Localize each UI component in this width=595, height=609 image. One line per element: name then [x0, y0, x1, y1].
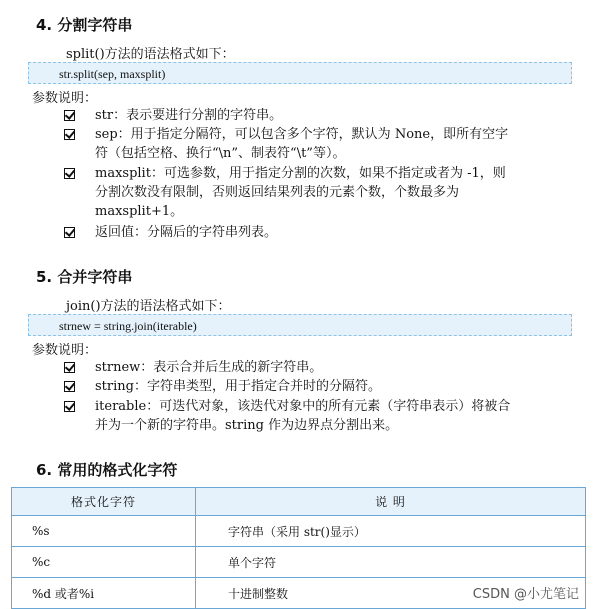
split-code-box: [28, 62, 572, 84]
table-header-row: [12, 488, 586, 516]
checkbox-icon: [64, 110, 75, 121]
split-param-item: [64, 223, 564, 242]
param-text-line: 并为一个新的字符串。string 作为边界点分割出来。: [95, 418, 399, 433]
join-params-label: 参数说明：: [32, 343, 98, 358]
join-code: strnew = string.join(iterable): [59, 319, 197, 333]
split-code: str.split(sep, maxsplit): [59, 67, 166, 81]
section-heading-split: 4. 分割字符串: [36, 16, 133, 34]
checkbox-icon: [64, 381, 75, 392]
checkbox-icon: [64, 227, 75, 238]
table-cell: 十进制整数: [196, 578, 586, 609]
param-text-line: maxsplit+1。: [95, 204, 184, 219]
split-param-item: [64, 106, 564, 125]
table-row: [12, 547, 586, 578]
checkbox-icon: [64, 129, 75, 140]
param-text: string：字符串类型，用于指定合并时的分隔符。: [95, 379, 381, 394]
table-cell: %d 或者%i: [12, 578, 196, 609]
param-text-line: maxsplit：可选参数，用于指定分割的次数，如果不指定或者为 -1，则: [95, 166, 506, 181]
param-text-line: 分割次数没有限制，否则返回结果列表的元素个数，个数最多为: [95, 185, 460, 200]
join-param-item: [64, 377, 564, 396]
checkbox-icon: [64, 362, 75, 373]
table-header-cell: 格式化字符: [12, 488, 196, 516]
param-text: str：表示要进行分割的字符串。: [95, 108, 283, 123]
section-heading-join: 5. 合并字符串: [36, 268, 133, 286]
join-code-box: [28, 314, 572, 336]
param-text: 返回值：分隔后的字符串列表。: [95, 225, 278, 240]
split-param-item: [64, 164, 564, 221]
table-header-cell: 说 明: [196, 488, 586, 516]
checkbox-icon: [64, 168, 75, 179]
param-text-line: sep：用于指定分隔符，可以包含多个字符，默认为 None，即所有空字: [95, 127, 509, 142]
split-params-label: 参数说明：: [32, 91, 98, 106]
param-text-line: iterable：可迭代对象，该迭代对象中的所有元素（字符串表示）将被合: [95, 399, 511, 414]
split-intro: split()方法的语法格式如下：: [66, 47, 235, 62]
section-heading-format: 6. 常用的格式化字符: [36, 461, 178, 479]
table-cell: %c: [12, 547, 196, 578]
table-cell: 单个字符: [196, 547, 586, 578]
table-row: [12, 516, 586, 547]
checkbox-icon: [64, 401, 75, 412]
watermark: CSDN @小尤笔记: [472, 587, 579, 602]
join-param-item: [64, 397, 564, 435]
table-cell: 字符串（采用 str()显示）: [196, 516, 586, 547]
param-text: strnew：表示合并后生成的新字符串。: [95, 360, 323, 375]
join-intro: join()方法的语法格式如下：: [66, 299, 231, 314]
param-text-line: 符（包括空格、换行“\n”、制表符“\t”等）。: [95, 146, 346, 161]
table-cell: %s: [12, 516, 196, 547]
split-param-item: [64, 125, 564, 163]
join-param-item: [64, 358, 564, 377]
